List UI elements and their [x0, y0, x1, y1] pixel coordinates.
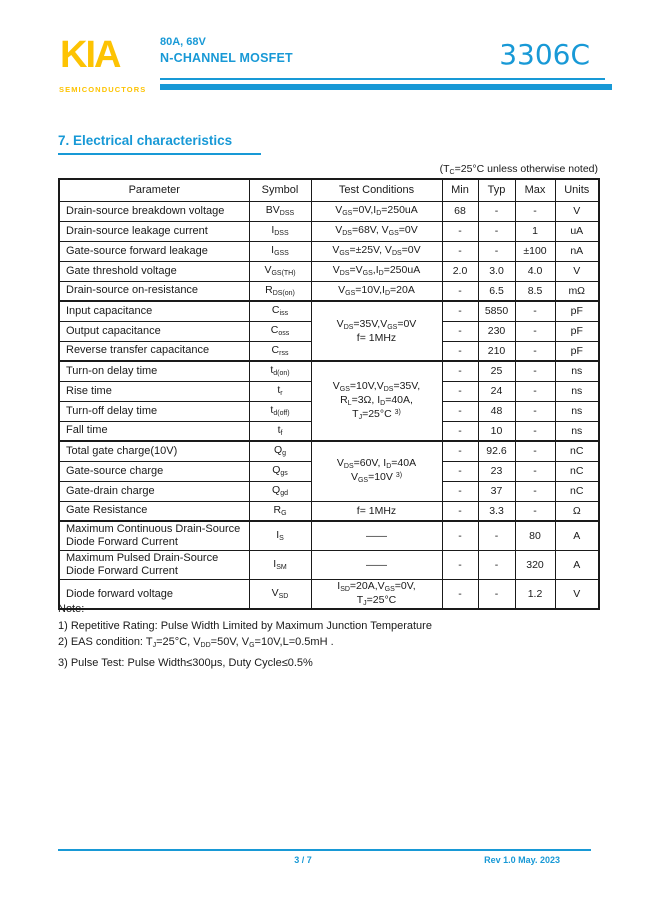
- typ-cell: 48: [478, 401, 515, 421]
- symbol-cell: $C_{oss}$: [249, 321, 311, 341]
- units-cell: Ω: [555, 501, 599, 521]
- symbol-cell: $t_{d(on)}$: [249, 361, 311, 381]
- symbol-cell: $Q_g$: [249, 441, 311, 461]
- col-typ: Typ: [478, 179, 515, 201]
- min-cell: -: [442, 421, 478, 441]
- typ-cell: 3.0: [478, 261, 515, 281]
- table-row: [59, 441, 599, 461]
- parameter-cell: Gate threshold voltage: [59, 261, 249, 281]
- units-cell: uA: [555, 221, 599, 241]
- min-cell: -: [442, 401, 478, 421]
- units-cell: V: [555, 201, 599, 221]
- header-rule-thick: [160, 84, 612, 90]
- units-cell: V: [555, 579, 599, 609]
- min-cell: -: [442, 441, 478, 461]
- symbol-cell: $I_{GSS}$: [249, 241, 311, 261]
- part-number: 3306C: [499, 38, 590, 71]
- min-cell: -: [442, 301, 478, 321]
- note-item: 1) Repetitive Rating: Pulse Width Limited by Maximum Junction Temperature: [58, 619, 432, 632]
- revision-label: Rev 1.0 May. 2023: [484, 855, 560, 865]
- notes-title: Note:: [58, 603, 85, 615]
- parameter-cell: Reverse transfer capacitance: [59, 341, 249, 361]
- parameter-cell: Gate-source charge: [59, 461, 249, 481]
- units-cell: nA: [555, 241, 599, 261]
- min-cell: -: [442, 361, 478, 381]
- parameter-cell: Maximum Pulsed Drain-Source Diode Forward Current: [59, 550, 249, 579]
- typ-cell: 3.3: [478, 501, 515, 521]
- units-cell: pF: [555, 321, 599, 341]
- condition-cell: $V_{GS}=10V,V_{DS}=35V$, $R_L=3\Omega$, $I_D=40A$, $T_J=25^\circ C$ $^{3)}$: [311, 361, 442, 441]
- units-cell: A: [555, 550, 599, 579]
- symbol-cell: $I_{SM}$: [249, 550, 311, 579]
- max-cell: -: [515, 401, 555, 421]
- min-cell: -: [442, 381, 478, 401]
- min-cell: -: [442, 501, 478, 521]
- table-row: [59, 550, 599, 579]
- units-cell: ns: [555, 421, 599, 441]
- min-cell: -: [442, 281, 478, 301]
- max-cell: 320: [515, 550, 555, 579]
- typ-cell: -: [478, 579, 515, 609]
- parameter-cell: Turn-off delay time: [59, 401, 249, 421]
- max-cell: 1.2: [515, 579, 555, 609]
- max-cell: -: [515, 301, 555, 321]
- table-row: [59, 281, 599, 301]
- units-cell: nC: [555, 481, 599, 501]
- col-test-conditions: Test Conditions: [311, 179, 442, 201]
- table-row: [59, 361, 599, 381]
- condition-cell: $V_{GS}=10V,I_D=20A$: [311, 281, 442, 301]
- typ-cell: -: [478, 241, 515, 261]
- symbol-cell: $t_r$: [249, 381, 311, 401]
- max-cell: -: [515, 481, 555, 501]
- parameter-cell: Maximum Continuous Drain-Source Diode Forward Current: [59, 521, 249, 550]
- condition-cell: $V_{GS}=0V,I_D=250uA$: [311, 201, 442, 221]
- symbol-cell: $I_S$: [249, 521, 311, 550]
- col-max: Max: [515, 179, 555, 201]
- section-title: 7. Electrical characteristics: [58, 133, 261, 155]
- condition-cell: $V_{GS}=\pm 25V$, $V_{DS}=0V$: [311, 241, 442, 261]
- symbol-cell: $t_{d(off)}$: [249, 401, 311, 421]
- parameter-cell: Output capacitance: [59, 321, 249, 341]
- parameter-cell: Total gate charge(10V): [59, 441, 249, 461]
- notes-block: [58, 601, 432, 671]
- typ-cell: -: [478, 201, 515, 221]
- parameter-cell: Fall time: [59, 421, 249, 441]
- parameter-cell: Drain-source on-resistance: [59, 281, 249, 301]
- max-cell: -: [515, 461, 555, 481]
- col-min: Min: [442, 179, 478, 201]
- min-cell: -: [442, 241, 478, 261]
- table-row: [59, 221, 599, 241]
- table-row: [59, 201, 599, 221]
- units-cell: nC: [555, 461, 599, 481]
- symbol-cell: $Q_{gs}$: [249, 461, 311, 481]
- table-header-row: [59, 179, 599, 201]
- test-condition-note: ($T_C=25^\circ C$ unless otherwise noted): [439, 163, 598, 176]
- parameter-cell: Drain-source breakdown voltage: [59, 201, 249, 221]
- parameter-cell: Rise time: [59, 381, 249, 401]
- spec-table-body: [59, 201, 599, 609]
- table-row: [59, 241, 599, 261]
- symbol-cell: $R_G$: [249, 501, 311, 521]
- parameter-cell: Gate Resistance: [59, 501, 249, 521]
- min-cell: -: [442, 341, 478, 361]
- max-cell: -: [515, 341, 555, 361]
- condition-cell: $V_{DS}=68V$, $V_{GS}=0V$: [311, 221, 442, 241]
- condition-cell: $V_{DS}=35V,V_{GS}=0V$ f= 1MHz: [311, 301, 442, 361]
- parameter-cell: Gate-drain charge: [59, 481, 249, 501]
- footer-rule: [58, 849, 591, 851]
- typ-cell: 24: [478, 381, 515, 401]
- table-row: [59, 301, 599, 321]
- condition-cell: ——: [311, 521, 442, 550]
- min-cell: -: [442, 481, 478, 501]
- typ-cell: -: [478, 521, 515, 550]
- device-rating: 80A, 68V: [160, 36, 206, 48]
- typ-cell: 5850: [478, 301, 515, 321]
- min-cell: -: [442, 579, 478, 609]
- min-cell: 68: [442, 201, 478, 221]
- page-number: 3 / 7: [294, 855, 312, 865]
- typ-cell: 10: [478, 421, 515, 441]
- condition-cell: ——: [311, 550, 442, 579]
- max-cell: 4.0: [515, 261, 555, 281]
- typ-cell: 6.5: [478, 281, 515, 301]
- symbol-cell: $V_{GS(TH)}$: [249, 261, 311, 281]
- max-cell: -: [515, 381, 555, 401]
- typ-cell: 210: [478, 341, 515, 361]
- symbol-cell: $R_{DS(on)}$: [249, 281, 311, 301]
- max-cell: -: [515, 201, 555, 221]
- symbol-cell: $I_{DSS}$: [249, 221, 311, 241]
- typ-cell: 37: [478, 481, 515, 501]
- symbol-cell: $BV_{DSS}$: [249, 201, 311, 221]
- min-cell: -: [442, 461, 478, 481]
- parameter-cell: Gate-source forward leakage: [59, 241, 249, 261]
- max-cell: -: [515, 501, 555, 521]
- max-cell: 80: [515, 521, 555, 550]
- units-cell: V: [555, 261, 599, 281]
- max-cell: -: [515, 441, 555, 461]
- units-cell: ns: [555, 361, 599, 381]
- symbol-cell: $Q_{gd}$: [249, 481, 311, 501]
- col-units: Units: [555, 179, 599, 201]
- device-type: N-CHANNEL MOSFET: [160, 51, 293, 65]
- table-row: [59, 521, 599, 550]
- typ-cell: 92.6: [478, 441, 515, 461]
- table-row: [59, 501, 599, 521]
- symbol-cell: $C_{rss}$: [249, 341, 311, 361]
- spec-table: [58, 178, 600, 610]
- symbol-cell: $t_f$: [249, 421, 311, 441]
- units-cell: ns: [555, 401, 599, 421]
- units-cell: nC: [555, 441, 599, 461]
- kia-logo: KIA: [60, 34, 120, 76]
- logo-subtext: SEMICONDUCTORS: [59, 85, 147, 94]
- typ-cell: -: [478, 550, 515, 579]
- max-cell: 1: [515, 221, 555, 241]
- parameter-cell: Diode forward voltage: [59, 579, 249, 609]
- parameter-cell: Turn-on delay time: [59, 361, 249, 381]
- condition-cell: f= 1MHz: [311, 501, 442, 521]
- units-cell: A: [555, 521, 599, 550]
- max-cell: -: [515, 361, 555, 381]
- header-rule-thin: [160, 78, 605, 80]
- max-cell: -: [515, 321, 555, 341]
- max-cell: 8.5: [515, 281, 555, 301]
- min-cell: 2.0: [442, 261, 478, 281]
- table-row: [59, 261, 599, 281]
- typ-cell: 25: [478, 361, 515, 381]
- symbol-cell: $C_{iss}$: [249, 301, 311, 321]
- typ-cell: -: [478, 221, 515, 241]
- col-symbol: Symbol: [249, 179, 311, 201]
- symbol-cell: $V_{SD}$: [249, 579, 311, 609]
- min-cell: -: [442, 221, 478, 241]
- device-subtitle: [160, 36, 293, 65]
- parameter-cell: Input capacitance: [59, 301, 249, 321]
- max-cell: ±100: [515, 241, 555, 261]
- min-cell: -: [442, 321, 478, 341]
- note-item: 2) EAS condition: $T_J=25^\circ C$, $V_{DD}=50V$, $V_G=10V,L=0.5mH$ .: [58, 636, 334, 649]
- units-cell: mΩ: [555, 281, 599, 301]
- condition-cell: $I_{SD}=20A,V_{GS}=0V$, $T_J=25^\circ C$: [311, 579, 442, 609]
- typ-cell: 23: [478, 461, 515, 481]
- col-parameter: Parameter: [59, 179, 249, 201]
- min-cell: -: [442, 550, 478, 579]
- units-cell: pF: [555, 341, 599, 361]
- condition-cell: $V_{DS}=60V$, $I_D=40A$ $V_{GS}=10V$ $^{3)}$: [311, 441, 442, 501]
- min-cell: -: [442, 521, 478, 550]
- note-item: 3) Pulse Test: Pulse Width≤300μs, Duty Cycle≤0.5%: [58, 656, 313, 669]
- units-cell: pF: [555, 301, 599, 321]
- max-cell: -: [515, 421, 555, 441]
- typ-cell: 230: [478, 321, 515, 341]
- parameter-cell: Drain-source leakage current: [59, 221, 249, 241]
- condition-cell: $V_{DS}=V_{GS},I_D=250uA$: [311, 261, 442, 281]
- units-cell: ns: [555, 381, 599, 401]
